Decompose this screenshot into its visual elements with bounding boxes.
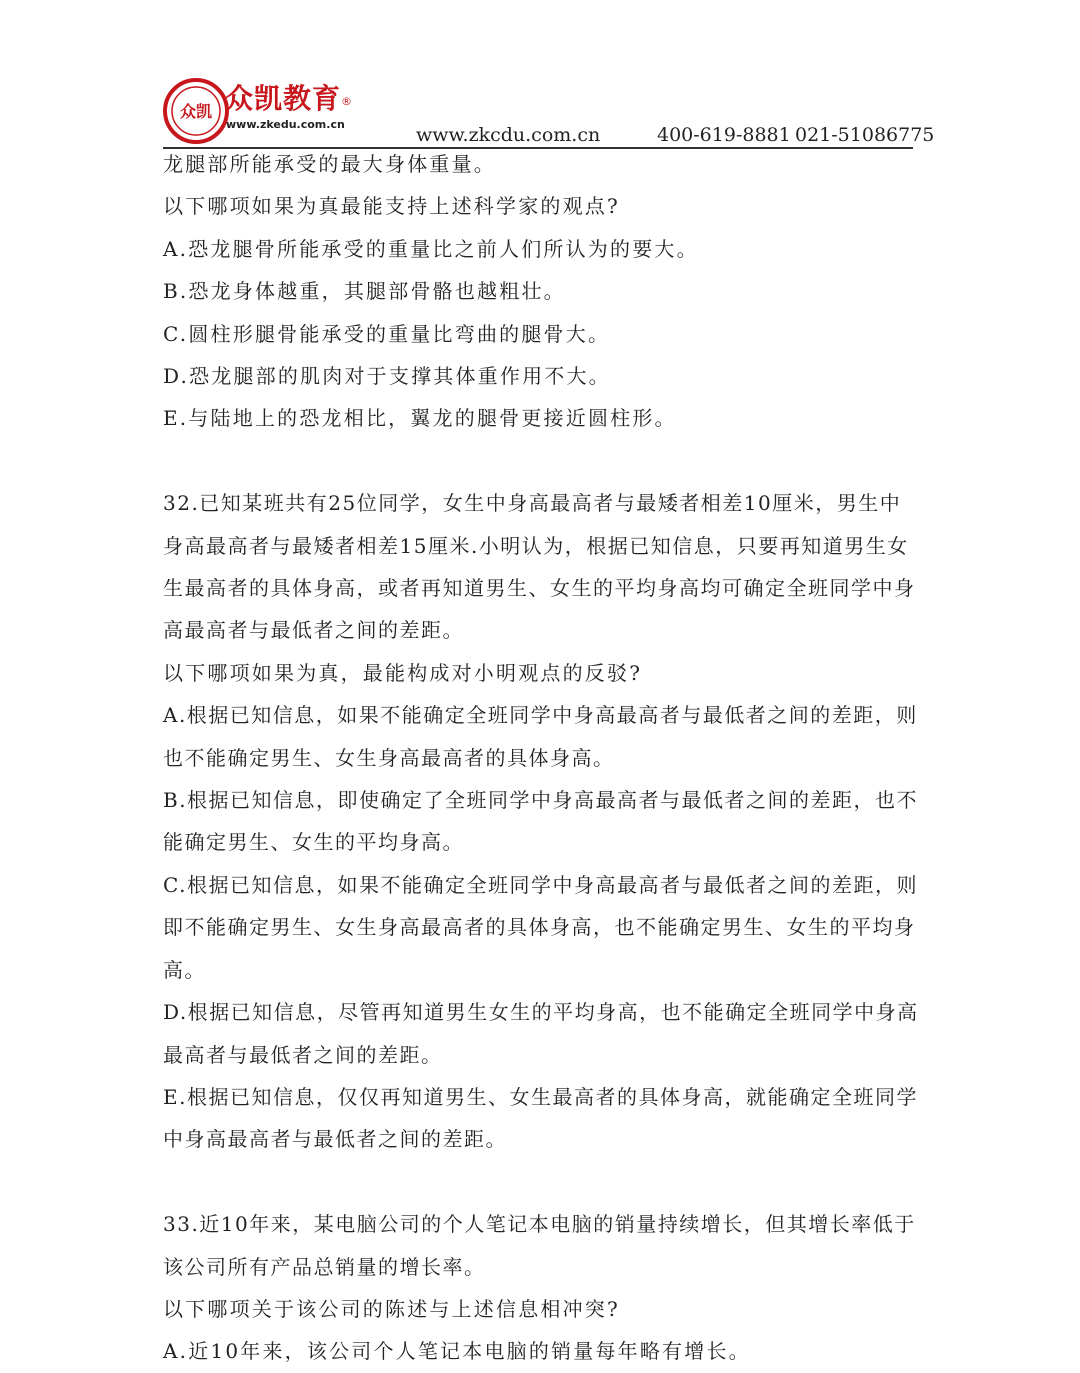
q32-option-a: 也不能确定男生、女生身高最高者的具体身高。 xyxy=(163,745,615,770)
q32-stem-line: 32.已知某班共有25位同学，女生中身高最高者与最矮者相差10厘米，男生中 xyxy=(163,491,902,516)
q32-option-d: 最高者与最低者之间的差距。 xyxy=(163,1042,443,1067)
prev-question-prompt: 以下哪项如果为真最能支持上述科学家的观点? xyxy=(163,194,620,219)
q32-option-e: E.根据已知信息，仅仅再知道男生、女生最高者的具体身高，就能确定全班同学 xyxy=(163,1084,918,1109)
q33-option-a: A.近10年来，该公司个人笔记本电脑的销量每年略有增长。 xyxy=(163,1339,751,1364)
prev-option-e: E.与陆地上的恐龙相比，翼龙的腿骨更接近圆柱形。 xyxy=(163,406,677,431)
q32-prompt: 以下哪项如果为真，最能构成对小明观点的反驳? xyxy=(163,660,643,685)
spacer xyxy=(163,440,915,482)
q32-stem-line: 生最高者的具体身高，或者再知道男生、女生的平均身高均可确定全班同学中身 xyxy=(163,576,916,601)
brand-url: www.zkedu.com.cn xyxy=(226,118,345,131)
prev-option-d: D.恐龙腿部的肌肉对于支撑其体重作用不大。 xyxy=(163,364,611,389)
q32-stem-line: 高最高者与最低者之间的差距。 xyxy=(163,618,464,643)
zhongkai-logo xyxy=(163,78,229,144)
q32-option-d: D.根据已知信息，尽管再知道男生女生的平均身高，也不能确定全班同学中身高 xyxy=(163,1000,919,1025)
q32-option-e: 中身高最高者与最低者之间的差距。 xyxy=(163,1127,507,1152)
q32-option-a: A.根据已知信息，如果不能确定全班同学中身高最高者与最低者之间的差距，则 xyxy=(163,703,918,728)
prev-option-b: B.恐龙身体越重，其腿部骨骼也越粗壮。 xyxy=(163,279,566,304)
brand-name: 众凯教育® xyxy=(225,82,354,115)
prev-option-c: C.圆柱形腿骨能承受的重量比弯曲的腿骨大。 xyxy=(163,321,611,346)
phone-number-2: 021-51086775 xyxy=(795,124,935,146)
q33-stem-line: 该公司所有产品总销量的增长率。 xyxy=(163,1254,486,1279)
q33-stem-line: 33.近10年来，某电脑公司的个人笔记本电脑的销量持续增长，但其增长率低于 xyxy=(163,1212,916,1237)
q32-stem-line: 身高最高者与最矮者相差15厘米.小明认为，根据已知信息，只要再知道男生女 xyxy=(163,533,909,558)
registered-mark: ® xyxy=(341,95,354,108)
logo-text: 众凯 xyxy=(179,102,213,121)
page-content xyxy=(163,143,919,1373)
q32-option-b: B.根据已知信息，即使确定了全班同学中身高最高者与最低者之间的差距，也不 xyxy=(163,788,919,813)
q32-option-c: 高。 xyxy=(163,957,206,982)
site-url: www.zkcdu.com.cn xyxy=(416,124,601,146)
prev-option-a: A.恐龙腿骨所能承受的重量比之前人们所认为的要大。 xyxy=(163,236,699,261)
prev-question-tail: 龙腿部所能承受的最大身体重量。 xyxy=(163,152,496,176)
q32-option-c: 即不能确定男生、女生身高最高者的具体身高，也不能确定男生、女生的平均身 xyxy=(163,915,916,940)
page-header xyxy=(0,0,1080,150)
spacer xyxy=(163,1161,915,1203)
q32-option-b: 能确定男生、女生的平均身高。 xyxy=(163,830,464,855)
phone-number-1: 400-619-8881 xyxy=(657,124,791,146)
q32-option-c: C.根据已知信息，如果不能确定全班同学中身高最高者与最低者之间的差距，则 xyxy=(163,872,918,897)
q33-prompt: 以下哪项关于该公司的陈述与上述信息相冲突? xyxy=(163,1296,620,1321)
